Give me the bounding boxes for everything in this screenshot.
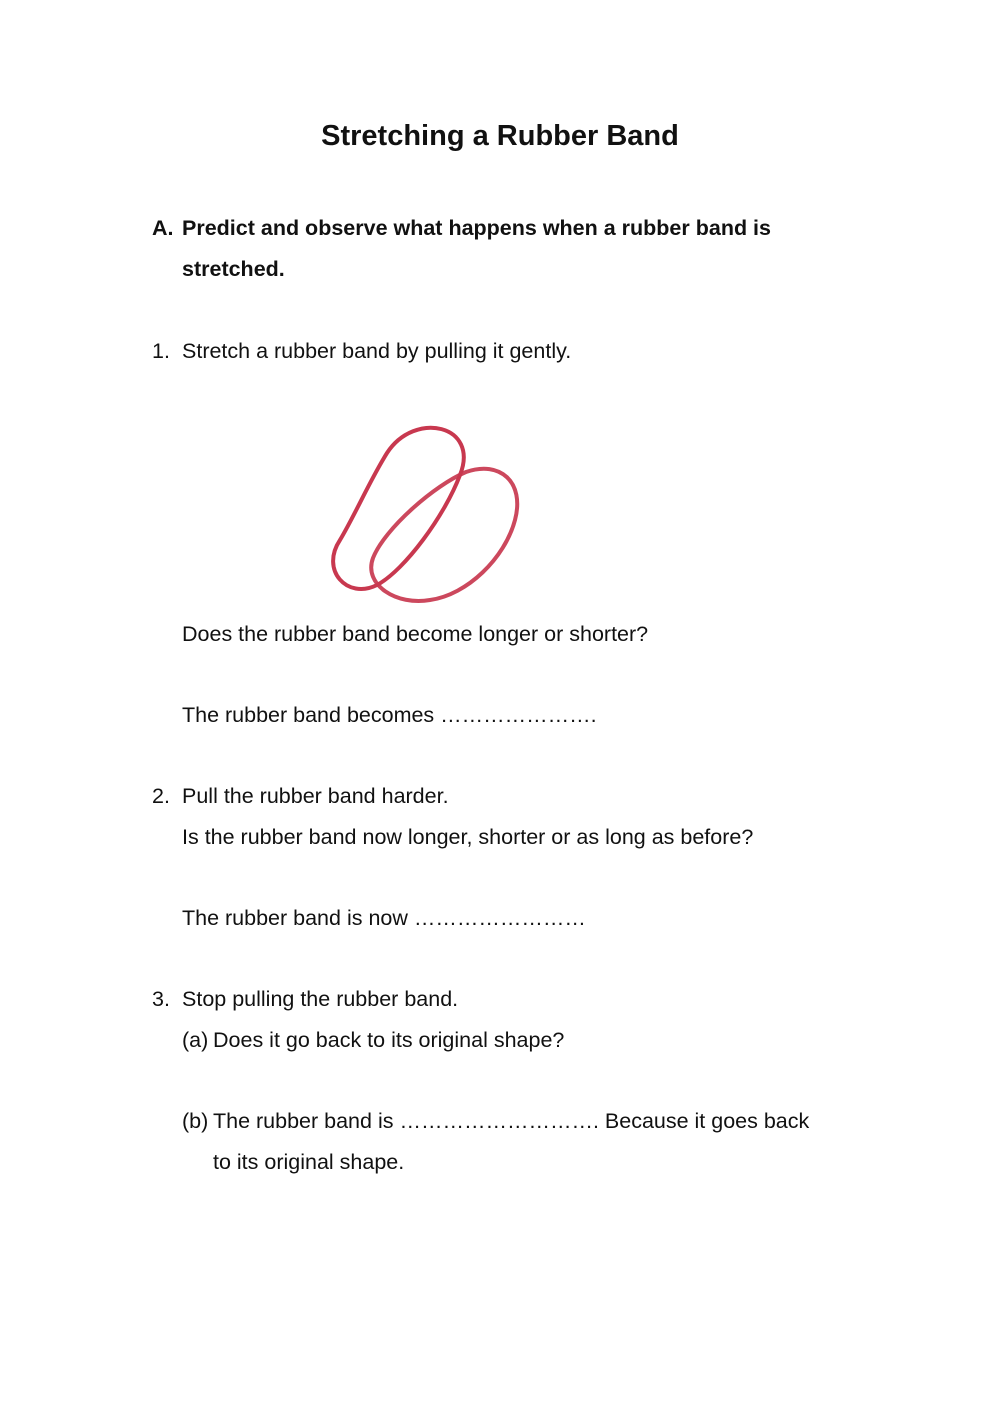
question-3-number: 3. — [152, 987, 170, 1011]
question-2-answer-line: The rubber band is now …………………… — [182, 906, 586, 930]
section-a-heading-line2: stretched. — [182, 257, 285, 281]
page-title: Stretching a Rubber Band — [321, 120, 679, 152]
question-3-instruction: Stop pulling the rubber band. — [182, 987, 459, 1011]
question-3a-label: (a) — [182, 1028, 209, 1052]
question-3b-label: (b) — [182, 1109, 209, 1133]
section-a-heading-line1: Predict and observe what happens when a rubber band is — [182, 216, 771, 240]
question-2-prompt: Is the rubber band now longer, shorter or as long as before? — [182, 825, 754, 849]
question-3b-answer-continuation: to its original shape. — [213, 1150, 405, 1174]
question-2-number: 2. — [152, 784, 170, 808]
question-1-answer-line: The rubber band becomes …………………. — [182, 703, 597, 727]
question-1-number: 1. — [152, 339, 170, 363]
question-1-prompt: Does the rubber band become longer or shorter? — [182, 622, 649, 646]
question-3a-prompt: Does it go back to its original shape? — [213, 1028, 565, 1052]
question-2-instruction: Pull the rubber band harder. — [182, 784, 449, 808]
question-3b-answer-line: The rubber band is ………………………. Because it goes back — [213, 1109, 810, 1133]
question-1-instruction: Stretch a rubber band by pulling it gently. — [182, 339, 572, 363]
rubber-band-icon — [325, 420, 530, 615]
section-a-label: A. — [152, 216, 174, 240]
